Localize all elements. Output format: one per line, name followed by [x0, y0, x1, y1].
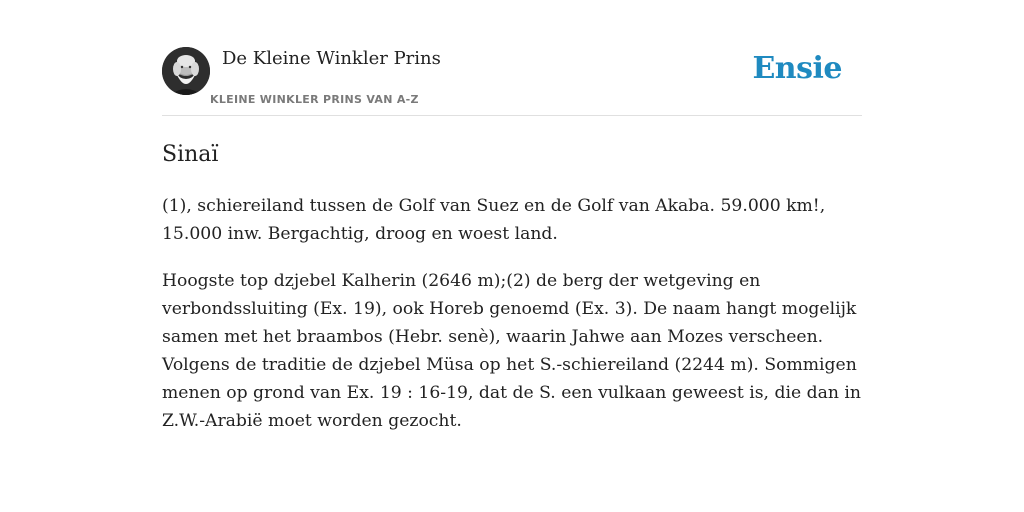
page-container — [162, 0, 862, 512]
ensie-logo-link[interactable]: Ensie — [752, 51, 842, 86]
article-body — [162, 192, 862, 454]
source-title[interactable]: De Kleine Winkler Prins — [222, 48, 441, 69]
source-avatar[interactable] — [162, 47, 210, 95]
bearded-man-portrait-icon — [162, 47, 210, 95]
source-header — [162, 0, 862, 116]
source-subtitle[interactable]: KLEINE WINKLER PRINS VAN A-Z — [210, 93, 419, 106]
article-paragraph-1: (1), schiereiland tussen de Golf van Suez en de Golf van Akaba. 59.000 km!, 15.000 inw. Bergachtig, droog en woest land. — [162, 196, 826, 244]
article-paragraph-2: Hoogste top dzjebel Kalherin (2646 m);(2) de berg der wetgeving en verbondssluiting (Ex. 19), ook Horeb genoemd (Ex. 3). De naam hangt mogelijk samen met het braambos (Hebr. senè), waarin Jahwe aan Mozes verscheen. Volgens de traditie de dzjebel Müsa op het S.-schiereiland (2244 m). Sommigen menen op grond van Ex. 19 : 16-19, dat de S. een vulkaan geweest is, die dan in Z.W.-Arabië moet worden gezocht. — [162, 271, 861, 431]
article-title: Sinaï — [162, 142, 219, 167]
